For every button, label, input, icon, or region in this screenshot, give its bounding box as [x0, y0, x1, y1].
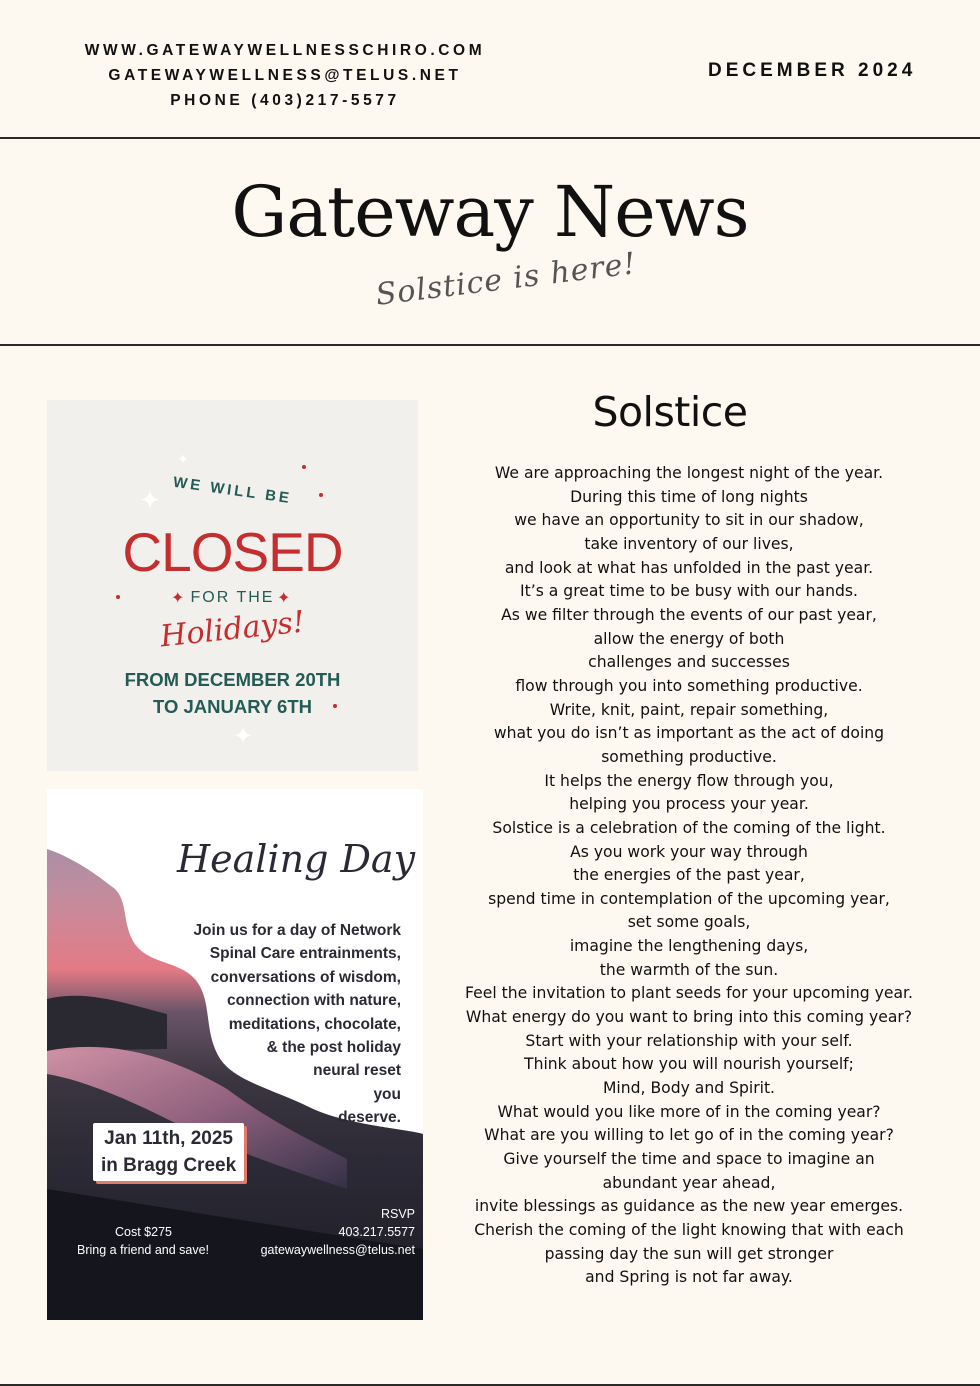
rsvp-block [261, 1205, 415, 1259]
description-line: connection with nature, [227, 992, 401, 1010]
article-line: Solstice is a celebration of the coming of the light. [492, 818, 886, 837]
event-location: in Bragg Creek [101, 1155, 237, 1176]
description-line: deserve. [338, 1109, 401, 1127]
healing-day-description [151, 919, 401, 1130]
cost-text: Cost $275 [115, 1225, 172, 1239]
article-line: Write, knit, paint, repair something, [549, 700, 829, 719]
article-line: set some goals, [627, 913, 751, 932]
article-line: challenges and successes [588, 653, 790, 672]
article-line: the warmth of the sun. [599, 960, 779, 979]
healing-day-flyer [47, 789, 423, 1320]
article-line: Feel the invitation to plant seeds for your upcoming year. [465, 984, 913, 1003]
article-line: passing day the sun will get stronger [544, 1244, 834, 1263]
article-line: we have an opportunity to sit in our shadow, [514, 511, 864, 530]
holiday-closure-card [47, 400, 418, 771]
article-line: We are approaching the longest night of the year. [494, 464, 884, 482]
article-line: Cherish the coming of the light knowing that with each [474, 1221, 904, 1239]
article-line: take inventory of our lives, [584, 534, 794, 553]
article-line: As you work your way through [570, 842, 808, 861]
website-link[interactable]: WWW.GATEWAYWELLNESSCHIRO.COM [84, 42, 486, 59]
article-line: invite blessings as guidance as the new year emerges. [474, 1197, 904, 1216]
article-line: allow the energy of both [593, 629, 785, 648]
article-line: Mind, Body and Spirit. [602, 1079, 776, 1098]
article-line: As we filter through the events of our past year, [501, 605, 877, 624]
masthead-tagline: Solstice is here! [373, 246, 639, 313]
sparkle-icon: ✦ [139, 486, 161, 516]
closure-start: FROM DECEMBER 20TH [124, 669, 341, 690]
article-title: Solstice [592, 388, 748, 436]
event-cost [77, 1223, 209, 1259]
article-line: flow through you into something productive. [515, 676, 863, 695]
article-line: the energies of the past year, [573, 866, 805, 885]
closed-heading: CLOSED [122, 521, 343, 583]
description-line: you [373, 1085, 401, 1103]
description-line: meditations, chocolate, [228, 1015, 401, 1033]
contact-block [70, 38, 500, 113]
event-date-badge [93, 1123, 244, 1181]
cost-note: Bring a friend and save! [77, 1243, 210, 1257]
article-line: It’s a great time to be busy with our hands. [520, 582, 858, 601]
star-icon: ✦ [277, 588, 291, 607]
article-line: Start with your relationship with your self. [525, 1031, 853, 1050]
header-divider [0, 137, 980, 139]
phone-text: PHONE (403)217-5577 [170, 92, 400, 109]
description-line: conversations of wisdom, [210, 968, 401, 986]
dot-decoration [302, 465, 306, 469]
closure-dates [47, 666, 418, 720]
article-line: During this time of long nights [570, 487, 808, 506]
article-line: and look at what has unfolded in the past year. [504, 558, 874, 577]
footer-divider [0, 1384, 980, 1386]
article-body [430, 462, 948, 1290]
masthead-title: Gateway News [231, 171, 749, 253]
rsvp-label: RSVP [380, 1207, 415, 1221]
description-line: Join us for a day of Network [193, 922, 401, 939]
article-line: helping you process your year. [569, 795, 809, 814]
article-line: What energy do you want to bring into this coming year? [465, 1008, 913, 1027]
holidays-text: Holidays! [158, 604, 307, 655]
article-line: spend time in contemplation of the upcoming year, [488, 889, 890, 908]
article-line: It helps the energy flow through you, [544, 771, 834, 790]
article-line: What are you willing to let go of in the coming year? [484, 1126, 894, 1145]
article-line: abundant year ahead, [602, 1173, 776, 1192]
article-line: Think about how you will nourish yourself; [524, 1055, 854, 1074]
article-line: what you do isn’t as important as the act of doing [493, 724, 885, 743]
article-line: imagine the lengthening days, [569, 937, 809, 956]
article-line: Give yourself the time and space to imagine an [503, 1150, 875, 1169]
issue-date: DECEMBER 2024 [708, 60, 917, 81]
rsvp-phone[interactable]: 403.217.5577 [338, 1225, 415, 1239]
for-the-text: FOR THE [190, 589, 275, 606]
rsvp-email[interactable]: gatewaywellness@telus.net [260, 1243, 415, 1257]
email-link[interactable]: GATEWAYWELLNESS@TELUS.NET [108, 67, 462, 84]
healing-day-title: Healing Day [177, 837, 416, 881]
article-line: and Spring is not far away. [585, 1268, 793, 1287]
event-date: Jan 11th, 2025 [104, 1128, 234, 1149]
star-icon: ✦ [171, 588, 185, 607]
we-will-be-text: WE WILL BE [172, 473, 293, 508]
description-line: neural reset [313, 1062, 401, 1080]
article-line: something productive. [601, 747, 777, 766]
description-line: & the post holiday [266, 1039, 401, 1057]
closure-end: TO JANUARY 6TH [153, 696, 312, 717]
article-line: What would you like more of in the coming year? [497, 1102, 881, 1121]
masthead-divider [0, 344, 980, 346]
description-line: Spinal Care entrainments, [209, 945, 401, 963]
sparkle-icon: ✦ [177, 452, 189, 468]
sparkle-icon: ✦ [233, 722, 254, 750]
